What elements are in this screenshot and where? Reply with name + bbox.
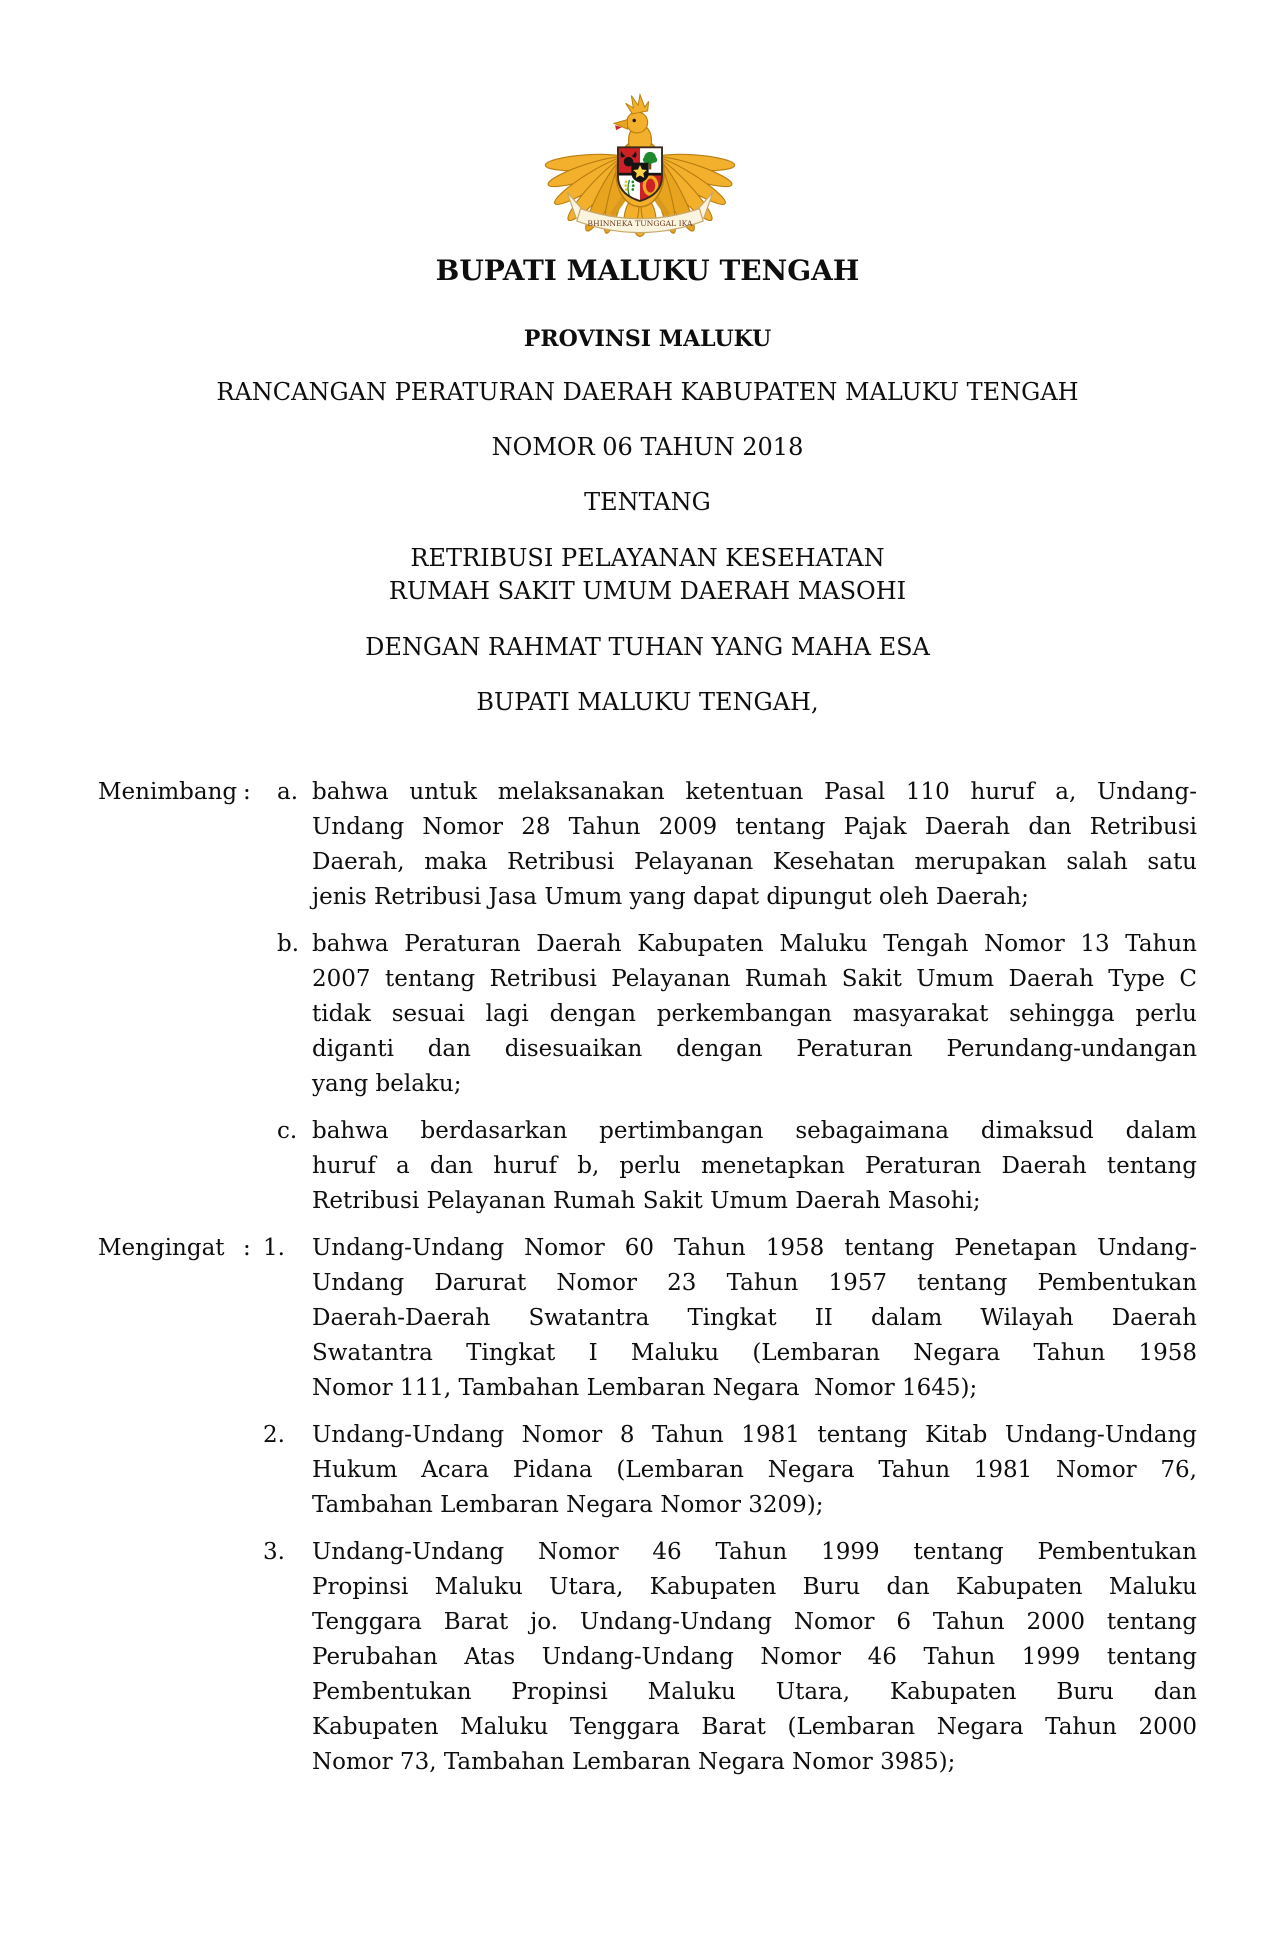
garuda-pancasila-emblem (542, 64, 738, 246)
section-colon: : (243, 1234, 251, 1261)
item-marker: a. (277, 778, 299, 805)
text-line: 2007 tentang Retribusi Pelayanan Rumah Sakit Umum Daerah Type C (312, 965, 1197, 992)
clause-row (98, 775, 1197, 915)
motto-text: BHINNEKA TUNGGAL IKA (586, 218, 693, 228)
text-line: Undang Darurat Nomor 23 Tahun 1957 tentang Pembentukan (312, 1269, 1197, 1296)
text-line: Kabupaten Maluku Tenggara Barat (Lembaran Negara Tahun 2000 (312, 1713, 1197, 1740)
issuer-title: BUPATI MALUKU TENGAH (435, 254, 860, 287)
text-line: Undang-Undang Nomor 8 Tahun 1981 tentang Kitab Undang-Undang (312, 1421, 1197, 1448)
province-subtitle: PROVINSI MALUKU (523, 325, 772, 352)
text-line: Undang-Undang Nomor 60 Tahun 1958 tentang Penetapan Undang- (312, 1234, 1197, 1261)
clause-row (98, 927, 1197, 1102)
item-marker: 3. (263, 1538, 285, 1565)
document-type-line: RANCANGAN PERATURAN DAERAH KABUPATEN MALUKU TENGAH (216, 377, 1079, 406)
section-label: Mengingat (98, 1234, 225, 1261)
item-text (312, 1231, 1197, 1406)
clause-row (98, 1535, 1197, 1780)
item-marker: b. (277, 930, 300, 957)
text-line: Nomor 111, Tambahan Lembaran Negara Nomor 1645); (312, 1374, 978, 1401)
section-label: Menimbang (98, 778, 238, 805)
text-line: huruf a dan huruf b, perlu menetapkan Peraturan Daerah tentang (312, 1152, 1197, 1179)
text-line: Hukum Acara Pidana (Lembaran Negara Tahun 1981 Nomor 76, (312, 1456, 1197, 1483)
section-colon (243, 1114, 263, 1219)
item-marker: 2. (263, 1421, 285, 1448)
item-marker: c. (277, 1117, 298, 1144)
text-line: bahwa Peraturan Daerah Kabupaten Maluku Tengah Nomor 13 Tahun (312, 930, 1197, 957)
text-line: Daerah-Daerah Swatantra Tingkat II dalam Wilayah Daerah (312, 1304, 1197, 1331)
clause-row (98, 1418, 1197, 1523)
item-text (312, 927, 1197, 1102)
authority-line: BUPATI MALUKU TENGAH, (476, 687, 819, 716)
clause-row (98, 1114, 1197, 1219)
item-text (312, 1114, 1197, 1219)
text-line: Perubahan Atas Undang-Undang Nomor 46 Tahun 1999 tentang (312, 1643, 1197, 1670)
text-line: bahwa berdasarkan pertimbangan sebagaimana dimaksud dalam (312, 1117, 1197, 1144)
text-line: Undang-Undang Nomor 46 Tahun 1999 tentang Pembentukan (312, 1538, 1197, 1565)
section-colon (243, 1535, 263, 1780)
text-line: diganti dan disesuaikan dengan Peraturan Perundang-undangan (312, 1035, 1197, 1062)
section-colon: : (243, 778, 251, 805)
section-colon (243, 927, 263, 1102)
text-line: Undang Nomor 28 Tahun 2009 tentang Pajak Daerah dan Retribusi (312, 813, 1197, 840)
text-line: Swatantra Tingkat I Maluku (Lembaran Negara Tahun 1958 (312, 1339, 1197, 1366)
subject-line-2: RUMAH SAKIT UMUM DAERAH MASOHI (388, 576, 907, 605)
clause-row (98, 1231, 1197, 1406)
section-label (98, 927, 243, 1102)
item-text (312, 775, 1197, 915)
subject-line-1: RETRIBUSI PELAYANAN KESEHATAN (410, 544, 885, 573)
garuda-pancasila-icon (542, 64, 738, 246)
text-line: tidak sesuai lagi dengan perkembangan masyarakat sehingga perlu (312, 1000, 1197, 1027)
document-number-line: NOMOR 06 TAHUN 2018 (491, 432, 804, 461)
text-line: jenis Retribusi Jasa Umum yang dapat dipungut oleh Daerah; (312, 883, 1029, 910)
subject-block (98, 542, 1197, 607)
section-label (98, 1114, 243, 1219)
section-colon (243, 1418, 263, 1523)
item-marker: 1. (263, 1234, 285, 1261)
tentang-label: TENTANG (584, 487, 711, 516)
text-line: Pembentukan Propinsi Maluku Utara, Kabupaten Buru dan (312, 1678, 1197, 1705)
item-text (312, 1418, 1197, 1523)
text-line: bahwa untuk melaksanakan ketentuan Pasal 110 huruf a, Undang- (312, 778, 1197, 805)
invocation-line: DENGAN RAHMAT TUHAN YANG MAHA ESA (365, 633, 930, 662)
item-text (312, 1535, 1197, 1780)
text-line: Tambahan Lembaran Negara Nomor 3209); (312, 1491, 824, 1518)
text-line: Nomor 73, Tambahan Lembaran Negara Nomor 3985); (312, 1748, 956, 1775)
legal-basis-section (98, 1231, 1197, 1780)
text-line: yang belaku; (312, 1070, 462, 1097)
considerations-section (98, 775, 1197, 1219)
text-line: Propinsi Maluku Utara, Kabupaten Buru dan Kabupaten Maluku (312, 1573, 1197, 1600)
text-line: Tenggara Barat jo. Undang-Undang Nomor 6 Tahun 2000 tentang (312, 1608, 1197, 1635)
garuda-crest (625, 95, 648, 114)
text-line: Retribusi Pelayanan Rumah Sakit Umum Daerah Masohi; (312, 1187, 981, 1214)
section-label (98, 1535, 243, 1780)
section-label (98, 1418, 243, 1523)
text-line: Daerah, maka Retribusi Pelayanan Kesehatan merupakan salah satu (312, 848, 1197, 875)
